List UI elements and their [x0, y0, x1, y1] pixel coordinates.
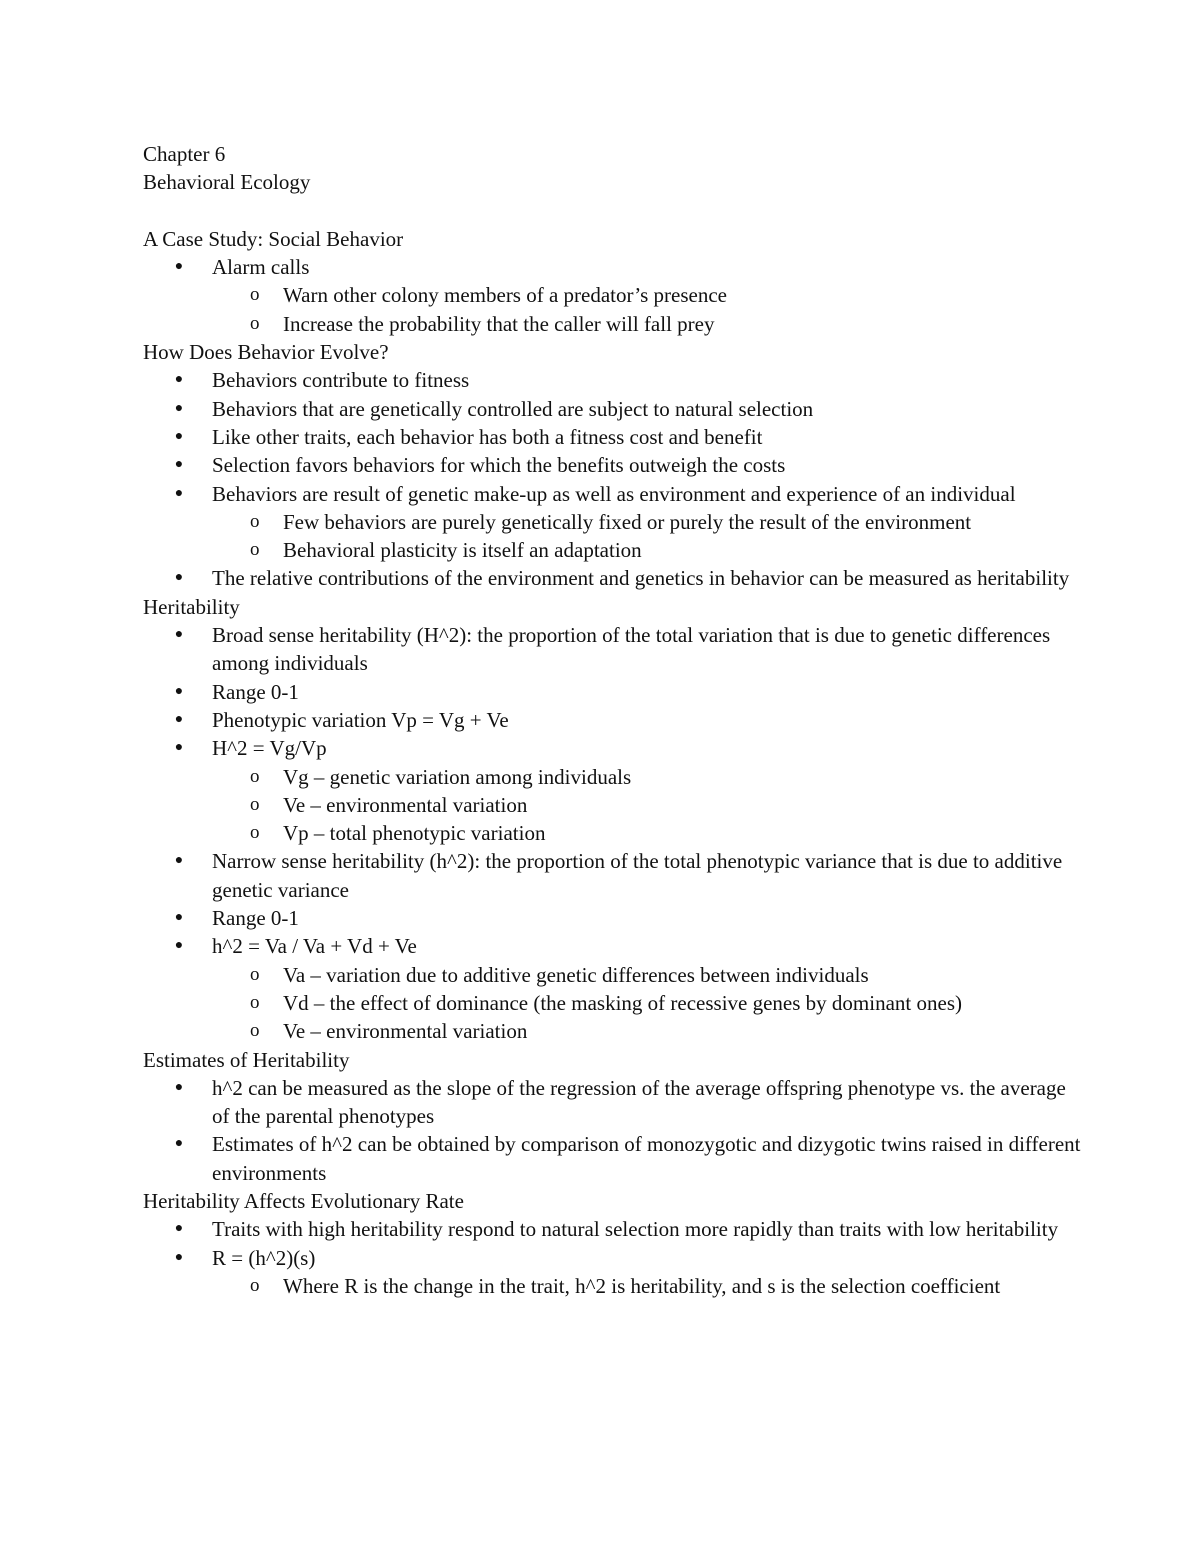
sub-bullet-text: Warn other colony members of a predator’s presence — [283, 283, 727, 308]
hollow-circle-icon: o — [250, 510, 260, 532]
sub-bullet-list — [212, 281, 1083, 338]
bullet-dot-icon: ● — [174, 910, 184, 926]
bullet-dot-icon: ● — [174, 627, 184, 643]
bullet-text: H^2 = Vg/Vp — [212, 736, 327, 761]
sub-bullet-text: Vg – genetic variation among individuals — [283, 764, 632, 789]
bullet-dot-icon: ● — [174, 259, 184, 275]
sub-bullet-item — [250, 310, 1083, 338]
bullet-dot-icon: ● — [174, 1249, 184, 1265]
blank-line — [143, 197, 1083, 225]
hollow-circle-icon: o — [250, 765, 260, 787]
sub-bullet-item — [250, 989, 1083, 1017]
bullet-item — [174, 734, 1083, 847]
bullet-dot-icon: ● — [174, 485, 184, 501]
sub-bullet-list — [212, 1272, 1083, 1300]
sub-bullet-text: Vd – the effect of dominance (the masking of recessive genes by dominant ones) — [283, 990, 962, 1015]
sub-bullet-text: Increase the probability that the caller will fall prey — [283, 311, 715, 336]
section-heading: Heritability — [143, 594, 240, 619]
chapter-title: Chapter 6 — [143, 142, 226, 166]
bullet-text: R = (h^2)(s) — [212, 1245, 316, 1270]
sub-bullet-item — [250, 763, 1083, 791]
sub-bullet-item — [250, 791, 1083, 819]
bullet-item — [174, 904, 1083, 932]
document-page — [143, 140, 1083, 1300]
hollow-circle-icon: o — [250, 1020, 260, 1042]
bullet-text: Range 0-1 — [212, 906, 299, 931]
bullet-item — [174, 451, 1083, 479]
bullet-dot-icon: ● — [174, 372, 184, 388]
sub-bullet-list — [212, 508, 1083, 565]
sub-bullet-list — [212, 961, 1083, 1046]
bullet-item — [174, 480, 1083, 565]
bullet-dot-icon: ● — [174, 1079, 184, 1095]
hollow-circle-icon: o — [250, 539, 260, 561]
bullet-text: Estimates of h^2 can be obtained by comparison of monozygotic and dizygotic twins raised in different environments — [212, 1132, 1081, 1185]
sub-bullet-text: Va – variation due to additive genetic differences between individuals — [283, 962, 869, 987]
sections-container — [143, 225, 1083, 1300]
sub-bullet-text: Vp – total phenotypic variation — [283, 821, 546, 846]
bullet-dot-icon: ● — [174, 1136, 184, 1152]
bullet-text: Like other traits, each behavior has both a fitness cost and benefit — [212, 424, 763, 449]
bullet-text: Selection favors behaviors for which the benefits outweigh the costs — [212, 453, 786, 478]
bullet-text: Range 0-1 — [212, 679, 299, 704]
hollow-circle-icon: o — [250, 991, 260, 1013]
bullet-dot-icon: ● — [174, 457, 184, 473]
bullet-text: h^2 = Va / Va + Vd + Ve — [212, 934, 417, 959]
bullet-dot-icon: ● — [174, 570, 184, 586]
bullet-item — [174, 1074, 1083, 1131]
bullet-list — [143, 1074, 1083, 1187]
bullet-text: Broad sense heritability (H^2): the proportion of the total variation that is due to genetic differences among individuals — [212, 623, 1051, 676]
bullet-text: Narrow sense heritability (h^2): the proportion of the total phenotypic variance that is due to additive genetic variance — [212, 849, 1063, 902]
hollow-circle-icon: o — [250, 1274, 260, 1296]
sub-bullet-text: Where R is the change in the trait, h^2 is heritability, and s is the selection coefficient — [283, 1273, 1001, 1298]
sub-bullet-list — [212, 763, 1083, 848]
hollow-circle-icon: o — [250, 822, 260, 844]
sub-bullet-text: Few behaviors are purely genetically fixed or purely the result of the environment — [283, 509, 972, 534]
bullet-item — [174, 423, 1083, 451]
bullet-dot-icon: ● — [174, 683, 184, 699]
bullet-list — [143, 1215, 1083, 1300]
sub-bullet-item — [250, 819, 1083, 847]
bullet-list — [143, 366, 1083, 592]
hollow-circle-icon: o — [250, 793, 260, 815]
bullet-item — [174, 395, 1083, 423]
bullet-text: Alarm calls — [212, 255, 310, 280]
bullet-item — [174, 253, 1083, 338]
bullet-text: Behaviors are result of genetic make-up as well as environment and experience of an individual — [212, 481, 1016, 506]
sub-bullet-text: Behavioral plasticity is itself an adaptation — [283, 538, 642, 563]
bullet-dot-icon: ● — [174, 853, 184, 869]
bullet-text: Phenotypic variation Vp = Vg + Ve — [212, 707, 509, 732]
chapter-subtitle: Behavioral Ecology — [143, 170, 311, 195]
bullet-text: Behaviors contribute to fitness — [212, 368, 470, 393]
bullet-text: h^2 can be measured as the slope of the regression of the average offspring phenotype vs. the average of the parental phenotypes — [212, 1075, 1066, 1129]
hollow-circle-icon: o — [250, 312, 260, 334]
bullet-item — [174, 1130, 1083, 1187]
bullet-text: Behaviors that are genetically controlled are subject to natural selection — [212, 396, 814, 421]
bullet-dot-icon: ● — [174, 400, 184, 416]
sub-bullet-item — [250, 1272, 1083, 1300]
bullet-item — [174, 621, 1083, 678]
section-heading: How Does Behavior Evolve? — [143, 340, 389, 365]
bullet-list — [143, 621, 1083, 1045]
sub-bullet-item — [250, 508, 1083, 536]
bullet-item — [174, 706, 1083, 734]
sub-bullet-text: Ve – environmental variation — [283, 792, 528, 817]
bullet-text: The relative contributions of the environment and genetics in behavior can be measured as heritability — [212, 566, 1070, 591]
bullet-dot-icon: ● — [174, 711, 184, 727]
bullet-list — [143, 253, 1083, 338]
hollow-circle-icon: o — [250, 284, 260, 306]
sub-bullet-item — [250, 961, 1083, 989]
bullet-item — [174, 678, 1083, 706]
bullet-item — [174, 1244, 1083, 1301]
section-heading: Estimates of Heritability — [143, 1047, 350, 1072]
sub-bullet-item — [250, 1017, 1083, 1045]
sub-bullet-text: Ve – environmental variation — [283, 1019, 528, 1044]
bullet-dot-icon: ● — [174, 938, 184, 954]
bullet-item — [174, 932, 1083, 1045]
bullet-item — [174, 366, 1083, 394]
bullet-dot-icon: ● — [174, 1221, 184, 1237]
section-heading: A Case Study: Social Behavior — [143, 226, 404, 251]
section-heading: Heritability Affects Evolutionary Rate — [143, 1188, 464, 1213]
bullet-item — [174, 1215, 1083, 1243]
hollow-circle-icon: o — [250, 963, 260, 985]
sub-bullet-item — [250, 281, 1083, 309]
bullet-dot-icon: ● — [174, 740, 184, 756]
bullet-text: Traits with high heritability respond to natural selection more rapidly than traits with low heritability — [212, 1217, 1059, 1242]
bullet-item — [174, 564, 1083, 592]
bullet-item — [174, 847, 1083, 904]
sub-bullet-item — [250, 536, 1083, 564]
bullet-dot-icon: ● — [174, 428, 184, 444]
